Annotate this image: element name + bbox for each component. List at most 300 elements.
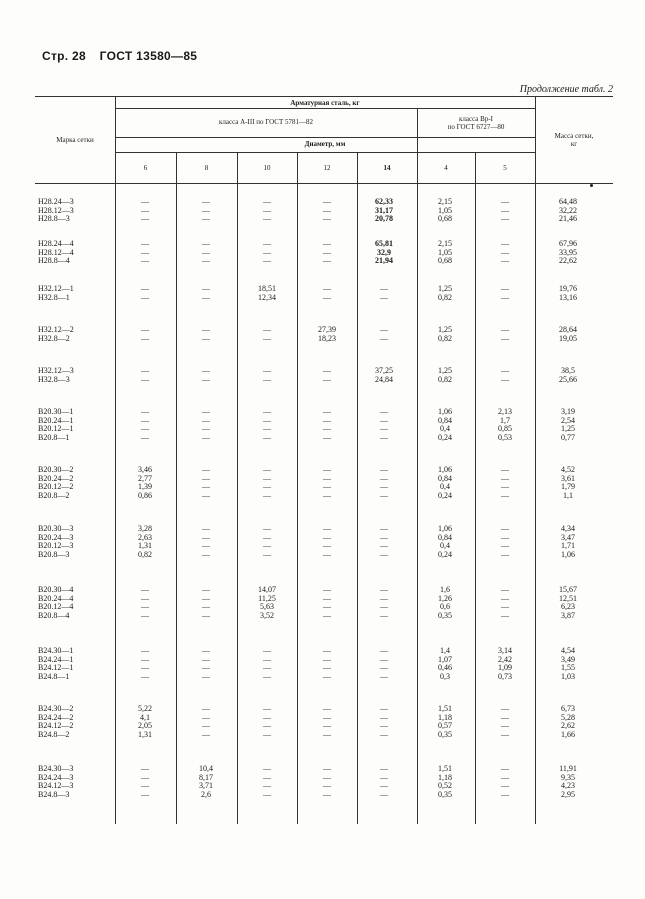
table-cell: 6,23 [561,602,575,612]
value-column-block [544,525,592,559]
table-top-rule [35,96,613,97]
value-column-block [243,647,291,681]
table-cell: 1,1 [563,490,573,500]
table-cell: — [501,205,509,215]
mesh-mark: Н28.8—4 [38,256,70,266]
table-cell: — [202,256,210,266]
table-cell: 2,6 [201,789,211,799]
table-cell: — [323,541,331,551]
table-cell: 0,82 [438,333,452,343]
table-cell: — [323,602,331,612]
table-cell: — [323,473,331,483]
table-cell: — [323,374,331,384]
table-cell: — [380,532,388,542]
table-cell: — [263,366,271,375]
table-cell: — [501,284,509,293]
table-cell: — [141,366,149,375]
table-cell: — [141,197,149,206]
table-cell: — [380,292,388,302]
table-cell: — [202,729,210,739]
table-cell: 2,77 [138,473,152,483]
table-cell: — [501,712,509,722]
table-cell: — [323,214,331,224]
table-cell: — [501,789,509,799]
table-cell: — [141,333,149,343]
table-cell: 1,6 [440,585,450,594]
table-cell: — [202,284,210,293]
table-cell: — [380,610,388,620]
table-cell: 0,35 [438,729,452,739]
table-cell: — [380,585,388,594]
header-class-a3: класса А-III по ГОСТ 5781—82 [219,118,313,126]
value-column-block [243,765,291,799]
table-cell: 12,34 [258,292,276,302]
table-cell: 0,73 [498,671,512,681]
table-cell: 1,66 [561,729,575,739]
table-cell: — [501,482,509,492]
table-cell: — [141,772,149,782]
table-cell: — [263,549,271,559]
table-cell: — [263,541,271,551]
table-cell: — [141,415,149,425]
table-cell: — [380,473,388,483]
table-cell: — [323,292,331,302]
mark-column-block [38,466,113,500]
table-cell: — [380,789,388,799]
table-cell: 1,06 [438,524,452,533]
value-column-block [121,326,169,343]
standard-code: ГОСТ 13580—85 [99,49,198,63]
table-cell: — [380,482,388,492]
table-cell: — [501,333,509,343]
table-cell: 5,22 [138,704,152,713]
table-cell: — [141,239,149,248]
value-column-block [421,466,469,500]
value-column-block [481,586,529,620]
table-cell: — [263,721,271,731]
table-cell: 0,52 [438,781,452,791]
mesh-mark: Н28.8—3 [38,214,70,224]
table-cell: — [141,764,149,773]
value-column-block [182,326,230,343]
diameter-5: 5 [503,164,507,172]
value-column-block [421,408,469,442]
table-cell: — [202,721,210,731]
table-cell: — [501,366,509,375]
diameter-rule [115,152,535,153]
table-cell: 11,25 [258,593,276,603]
table-cell: — [380,602,388,612]
value-column-block [243,240,291,266]
mesh-mark: В20.30—1 [38,407,74,416]
table-cell: — [263,465,271,474]
mark-column-block [38,367,113,384]
table-cell: — [501,325,509,334]
table-cell: — [141,407,149,416]
value-column-block [360,198,408,224]
table-cell: — [263,424,271,434]
table-cell: 20,78 [375,214,393,224]
mesh-mark: В24.30—3 [38,764,74,773]
value-column-block [182,765,230,799]
table-cell: — [380,772,388,782]
table-cell: 0,68 [438,256,452,266]
table-cell: — [202,415,210,425]
value-column-block [121,198,169,224]
table-cell: — [323,247,331,257]
value-column-block [544,765,592,799]
mesh-mark: В20.24—2 [38,473,74,483]
table-cell: 2,15 [438,239,452,248]
value-column-block [481,240,529,266]
table-cell: 0,77 [561,432,575,442]
table-cell: 3,52 [260,610,274,620]
table-cell: — [323,646,331,655]
value-column-block [421,586,469,620]
table-cell: — [380,415,388,425]
table-cell: 1,55 [561,663,575,673]
mesh-mark: В24.8—3 [38,789,70,799]
table-cell: 4,1 [140,712,150,722]
table-cell: 2,54 [561,415,575,425]
value-column-block [544,705,592,739]
mesh-mark: В20.24—4 [38,593,74,603]
table-cell: 1,7 [500,415,510,425]
value-column-block [360,705,408,739]
col-sep-10 [297,152,298,824]
table-cell: 0,3 [440,671,450,681]
table-cell: — [323,465,331,474]
table-cell: 0,86 [138,490,152,500]
table-cell: — [263,197,271,206]
value-column-block [182,240,230,266]
table-cell: 0,85 [498,424,512,434]
table-cell: — [141,424,149,434]
table-cell: — [501,585,509,594]
header-bottom-rule [35,183,613,184]
value-column-block [360,326,408,343]
value-column-block [360,525,408,559]
mark-column-block [38,408,113,442]
table-cell: 18,23 [318,333,336,343]
value-column-block [360,647,408,681]
page-number: Стр. 28 [42,49,86,63]
value-column-block [544,326,592,343]
table-cell: 32,9 [377,247,391,257]
table-cell: 1,07 [438,654,452,664]
table-cell: 1,05 [438,247,452,257]
table-cell: 1,18 [438,772,452,782]
mesh-mark: В20.12—2 [38,482,74,492]
table-cell: — [141,325,149,334]
table-cell: — [202,646,210,655]
table-cell: — [323,205,331,215]
table-cell: — [141,654,149,664]
table-cell: — [323,532,331,542]
table-cell: 1,51 [438,764,452,773]
table-cell: — [202,239,210,248]
table-cell: 28,64 [559,325,577,334]
mark-column-block [38,285,113,302]
table-cell: 3,47 [561,532,575,542]
table-cell: 1,51 [438,704,452,713]
table-cell: — [263,532,271,542]
table-cell: 15,67 [559,585,577,594]
value-column-block [481,705,529,739]
table-cell: — [501,256,509,266]
table-cell: — [141,663,149,673]
mesh-mark: В20.8—1 [38,432,70,442]
table-cell: — [263,524,271,533]
value-column-block [303,586,351,620]
table-cell: — [380,646,388,655]
table-cell: — [202,482,210,492]
mark-column-block [38,705,113,739]
table-cell: — [263,712,271,722]
table-cell: 38,5 [561,366,575,375]
table-cell: — [202,325,210,334]
table-cell: — [380,704,388,713]
table-cell: — [263,256,271,266]
table-cell: — [263,704,271,713]
value-column-block [182,466,230,500]
table-cell: — [380,325,388,334]
table-cell: — [380,284,388,293]
value-column-block [303,367,351,384]
table-cell: 37,25 [375,366,393,375]
table-cell: — [323,549,331,559]
table-cell: — [501,247,509,257]
table-cell: 6,73 [561,704,575,713]
table-cell: 3,87 [561,610,575,620]
table-cell: — [202,333,210,343]
table-cell: — [501,490,509,500]
mesh-mark: В24.12—1 [38,663,74,673]
table-cell: 0,4 [440,424,450,434]
table-cell: 11,91 [559,764,577,773]
table-cell: 3,46 [138,465,152,474]
value-column-block [243,198,291,224]
value-column-block [303,326,351,343]
mesh-mark: Н32.12—1 [38,284,74,293]
value-column-block [481,367,529,384]
table-cell: 13,16 [559,292,577,302]
diameter-14: 14 [383,164,391,172]
table-cell: — [323,256,331,266]
table-cell: 3,19 [561,407,575,416]
table-cell: 3,14 [498,646,512,655]
col-sep-12 [357,152,358,824]
value-column-block [544,408,592,442]
table-cell: 3,49 [561,654,575,664]
value-column-block [544,367,592,384]
value-column-block [360,765,408,799]
table-cell: — [141,602,149,612]
value-column-block [121,408,169,442]
value-column-block [360,367,408,384]
table-cell: 5,63 [260,602,274,612]
table-cell: — [202,292,210,302]
table-cell: 2,95 [561,789,575,799]
col-sep-4 [475,152,476,824]
table-cell: — [202,465,210,474]
table-cell: 4,23 [561,781,575,791]
table-cell: 1,39 [138,482,152,492]
table-cell: 0,68 [438,214,452,224]
table-cell: — [501,781,509,791]
value-column-block [182,586,230,620]
table-cell: — [263,374,271,384]
table-cell: 0,84 [438,532,452,542]
table-cell: — [141,256,149,266]
table-cell: — [323,284,331,293]
mesh-mark: В20.8—4 [38,610,70,620]
table-cell: — [202,407,210,416]
class-rule [115,137,535,138]
table-cell: 1,06 [561,549,575,559]
value-column-block [182,705,230,739]
table-cell: 1,18 [438,712,452,722]
col-sep-8 [237,152,238,824]
table-cell: — [323,197,331,206]
table-cell: 1,79 [561,482,575,492]
mesh-mark: Н32.12—3 [38,366,74,375]
table-cell: — [380,593,388,603]
table-cell: 27,39 [318,325,336,334]
table-cell: — [380,432,388,442]
table-cell: 1,09 [498,663,512,673]
table-cell: 1,4 [440,646,450,655]
table-cell: — [202,593,210,603]
value-column-block [544,198,592,224]
value-column-block [544,586,592,620]
table-cell: — [380,729,388,739]
mesh-mark: В24.12—2 [38,721,74,731]
mesh-mark: В24.24—3 [38,772,74,782]
table-cell: 24,84 [375,374,393,384]
table-cell: — [501,532,509,542]
table-cell: — [263,333,271,343]
value-column-block [544,285,592,302]
table-cell: — [141,214,149,224]
table-cell: — [323,789,331,799]
table-cell: — [263,772,271,782]
table-cell: 65,81 [375,239,393,248]
value-column-block [182,647,230,681]
table-cell: 0,53 [498,432,512,442]
table-cell: — [380,490,388,500]
table-cell: 2,42 [498,654,512,664]
table-cell: — [501,772,509,782]
value-column-block [243,408,291,442]
value-column-block [182,285,230,302]
value-column-block [421,705,469,739]
mesh-mark: В24.24—2 [38,712,74,722]
value-column-block [481,198,529,224]
mark-column-block [38,198,113,224]
table-cell: — [202,704,210,713]
table-cell: 19,76 [559,284,577,293]
value-column-block [360,408,408,442]
table-cell: — [380,721,388,731]
table-cell: — [263,482,271,492]
table-continuation-label: Продолжение табл. 2 [519,84,613,95]
col-sep-6 [176,152,177,824]
value-column-block [121,647,169,681]
table-cell: 1,26 [438,593,452,603]
table-cell: — [263,415,271,425]
table-cell: 0,35 [438,789,452,799]
table-cell: — [501,610,509,620]
value-column-block [121,466,169,500]
value-column-block [481,647,529,681]
table-cell: 0,6 [440,602,450,612]
value-column-block [421,525,469,559]
mark-column-block [38,326,113,343]
table-cell: — [380,764,388,773]
table-cell: — [501,292,509,302]
table-cell: 21,46 [559,214,577,224]
table-cell: — [263,729,271,739]
table-cell: — [202,524,210,533]
table-cell: 1,06 [438,407,452,416]
table-cell: 2,05 [138,721,152,731]
table-cell: — [380,712,388,722]
table-cell: 5,28 [561,712,575,722]
mesh-mark: В24.12—3 [38,781,74,791]
value-column-block [182,367,230,384]
table-cell: — [141,247,149,257]
table-cell: — [202,197,210,206]
table-cell: — [380,465,388,474]
value-column-block [121,525,169,559]
value-column-block [360,285,408,302]
table-cell: — [501,239,509,248]
header-mark: Марка сетки [56,136,94,144]
table-cell: — [380,524,388,533]
table-cell: — [141,593,149,603]
value-column-block [481,326,529,343]
table-cell: — [323,704,331,713]
value-column-block [421,367,469,384]
table-cell: — [501,721,509,731]
mesh-mark: В20.24—1 [38,415,74,425]
table-cell: — [380,541,388,551]
table-cell: — [380,424,388,434]
table-cell: — [202,432,210,442]
table-cell: 3,71 [199,781,213,791]
mesh-mark: Н28.12—3 [38,205,74,215]
table-cell: 14,07 [258,585,276,594]
table-cell: 12,51 [559,593,577,603]
mesh-mark: В24.8—1 [38,671,70,681]
table-cell: 0,4 [440,482,450,492]
table-cell: — [202,532,210,542]
value-column-block [303,647,351,681]
mesh-mark: В20.8—2 [38,490,70,500]
mesh-mark: В20.12—3 [38,541,74,551]
table-cell: — [141,432,149,442]
mesh-mark: В20.8—3 [38,549,70,559]
table-cell: 10,4 [199,764,213,773]
table-cell: — [501,549,509,559]
value-column-block [303,198,351,224]
table-cell: — [501,473,509,483]
table-cell: 0,46 [438,663,452,673]
value-column-block [421,285,469,302]
mark-column-block [38,525,113,559]
table-cell: — [380,333,388,343]
